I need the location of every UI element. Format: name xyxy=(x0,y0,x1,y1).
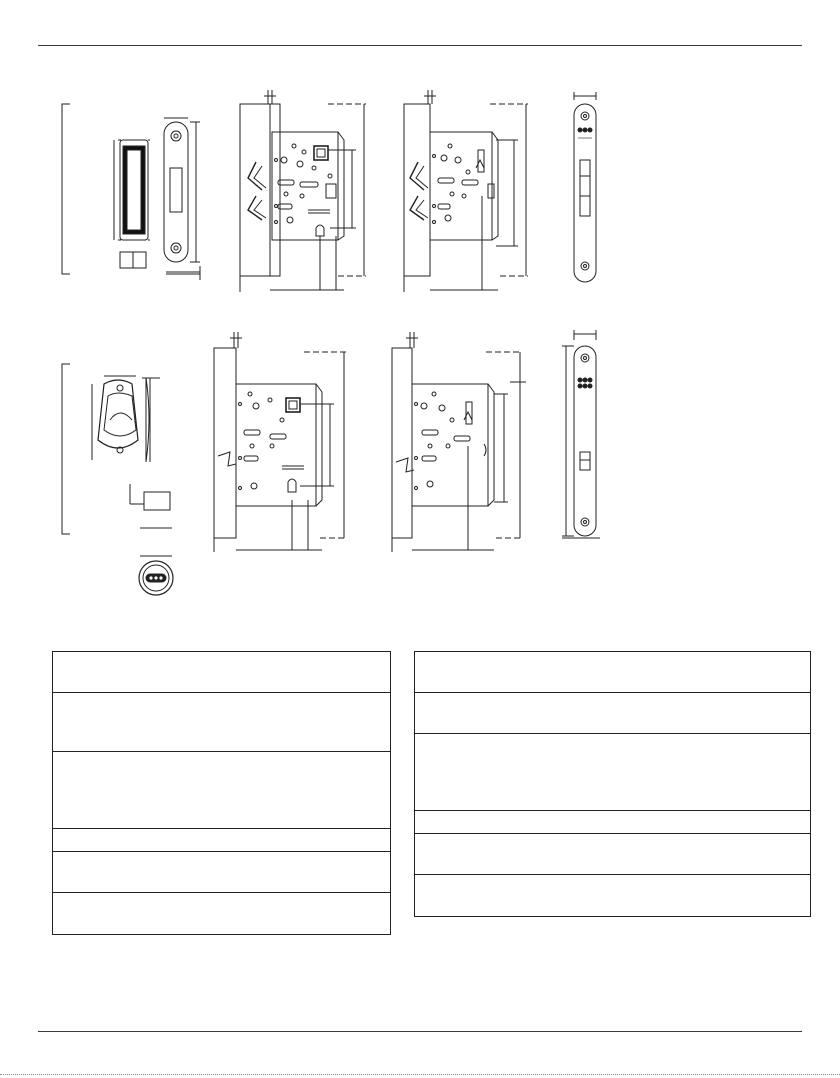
table-row xyxy=(415,734,810,811)
table-row xyxy=(415,652,810,693)
spec-table-right xyxy=(414,651,811,917)
footer-rule xyxy=(38,1031,802,1032)
table-row xyxy=(415,875,810,916)
table-row xyxy=(415,834,810,875)
thumbturn xyxy=(139,556,173,595)
lock-body-3 xyxy=(214,332,346,552)
table-row xyxy=(53,652,390,693)
table-row xyxy=(415,693,810,734)
group-bracket-bottom xyxy=(62,364,70,534)
faceplate-2 xyxy=(562,330,600,538)
escutcheon xyxy=(92,376,160,462)
page-edge xyxy=(0,1074,840,1075)
lock-body-1 xyxy=(240,90,366,292)
table-row xyxy=(53,693,390,752)
table-row xyxy=(53,852,390,893)
box-keeper xyxy=(120,252,146,268)
group-bracket-top xyxy=(62,104,70,274)
table-row xyxy=(53,829,390,852)
faceplate-1 xyxy=(574,92,596,282)
strike-forend xyxy=(164,118,200,280)
table-row xyxy=(53,893,390,934)
lock-body-2 xyxy=(404,90,528,292)
strike-plate-front xyxy=(114,140,150,240)
table-row xyxy=(415,811,810,834)
cylinder-cover xyxy=(130,484,172,528)
spec-table-left xyxy=(52,651,391,935)
table-row xyxy=(53,752,390,829)
lock-body-4 xyxy=(392,332,526,552)
